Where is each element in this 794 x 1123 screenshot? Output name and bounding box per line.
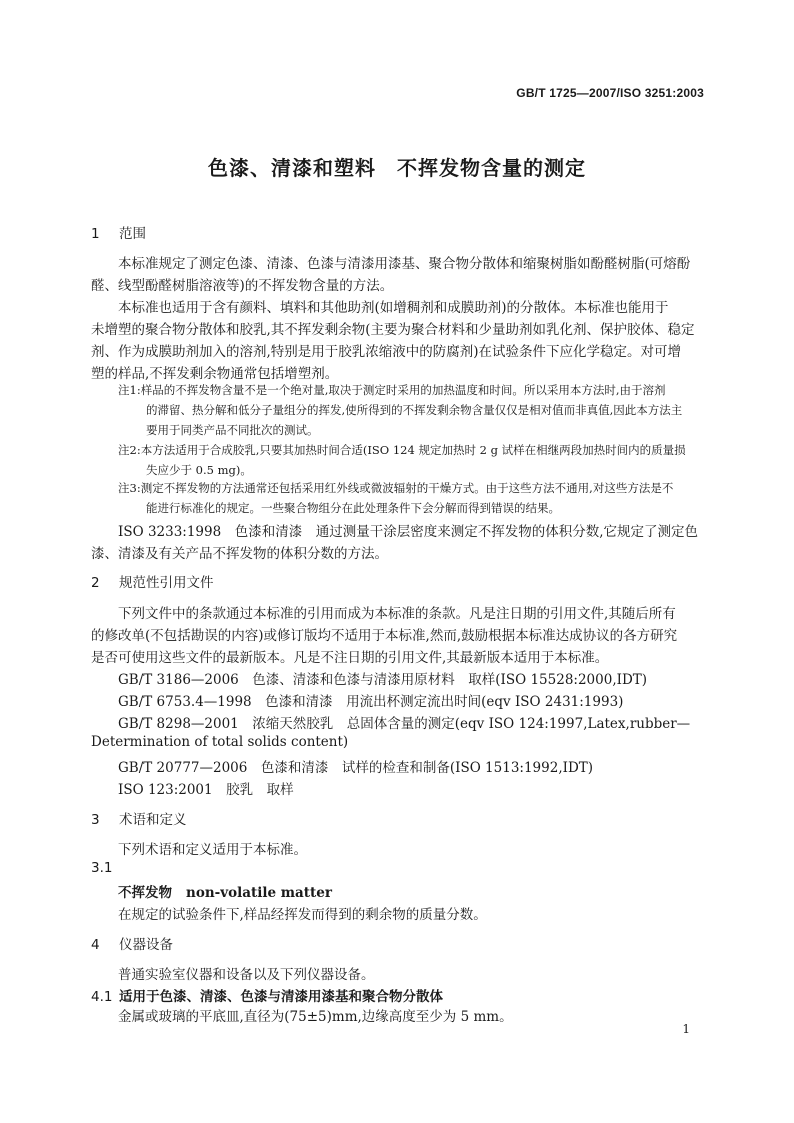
- page-number: 1: [682, 1022, 690, 1036]
- term-chinese: 不挥发物: [118, 885, 172, 901]
- section-2-heading: [91, 571, 214, 591]
- section-number: 4: [91, 937, 100, 953]
- subsection-number: 3.1: [91, 860, 113, 876]
- reference-item: GB/T 8298—2001 浓缩天然胶乳 总固体含量的测定(eqv ISO 124:1997,Latex,rubber—: [118, 716, 691, 732]
- note-line: 注1:样品的不挥发物含量不是一个绝对量,取决于测定时采用的加热温度和时间。所以采用本方法时,由于溶剂: [118, 383, 666, 397]
- section-4-heading: [91, 933, 173, 953]
- note-line: 的滞留、热分解和低分子量组分的挥发,使所得到的不挥发剩余物含量仅仅是相对值而非真值,因此本方法主: [146, 403, 683, 417]
- subsection-heading: [91, 985, 705, 1005]
- subsection-title: 适用于色漆、清漆、色漆与清漆用漆基和聚合物分散体: [119, 989, 443, 1005]
- term-entry: [118, 881, 332, 901]
- paragraph-line: ISO 3233:1998 色漆和清漆 通过测量干涂层密度来测定不挥发物的体积分数,它规定了测定色: [118, 524, 698, 540]
- reference-item-continued: Determination of total solids content): [91, 734, 349, 750]
- paragraph-line: 普通实验室仪器和设备以及下列仪器设备。: [118, 967, 375, 983]
- reference-item: ISO 123:2001 胶乳 取样: [118, 782, 294, 798]
- note-line: 能进行标准化的规定。一些聚合物组分在此处理条件下会分解而得到错误的结果。: [146, 501, 560, 515]
- term-english: non-volatile matter: [186, 885, 332, 901]
- page-title: 色漆、清漆和塑料 不挥发物含量的测定: [208, 156, 586, 180]
- paragraph-line: 未增塑的聚合物分散体和胶乳,其不挥发剩余物(主要为聚合材料和少量助剂如乳化剂、保护胶体、稳定: [91, 322, 695, 338]
- section-1-heading: [91, 222, 146, 242]
- section-title: 规范性引用文件: [119, 575, 214, 591]
- section-number: 3: [91, 812, 100, 828]
- paragraph-line: 剂、作为成膜助剂加入的溶剂,特别是用于胶乳浓缩液中的防腐剂)在试验条件下应化学稳定。对可增: [91, 344, 682, 360]
- paragraph-line: 是否可使用这些文件的最新版本。凡是不注日期的引用文件,其最新版本适用于本标准。: [91, 650, 609, 666]
- reference-item: GB/T 3186—2006 色漆、清漆和色漆与清漆用原材料 取样(ISO 15528:2000,IDT): [118, 672, 648, 688]
- paragraph-line: 下列术语和定义适用于本标准。: [118, 842, 307, 858]
- paragraph-line: 下列文件中的条款通过本标准的引用而成为本标准的条款。凡是注日期的引用文件,其随后所有: [118, 606, 676, 622]
- paragraph-line: 本标准也适用于含有颜料、填料和其他助剂(如增稠剂和成膜助剂)的分散体。本标准也能用于: [118, 300, 669, 316]
- reference-item: GB/T 6753.4—1998 色漆和清漆 用流出杯测定流出时间(eqv ISO 2431:1993): [118, 694, 624, 710]
- section-3-heading: [91, 808, 187, 828]
- paragraph-line: 漆、清漆及有关产品不挥发物的体积分数的方法。: [91, 546, 388, 562]
- document-code: GB/T 1725—2007/ISO 3251:2003: [516, 86, 704, 100]
- section-number: 2: [91, 575, 100, 591]
- section-title: 范围: [119, 226, 146, 242]
- paragraph-line: 塑的样品,不挥发剩余物通常包括增塑剂。: [91, 366, 339, 382]
- paragraph-line: 的修改单(不包括勘误的内容)或修订版均不适用于本标准,然而,鼓励根据本标准达成协议的各方研究: [91, 628, 678, 644]
- paragraph-line: 金属或玻璃的平底皿,直径为(75±5)mm,边缘高度至少为 5 mm。: [118, 1009, 513, 1025]
- term-definition: 在规定的试验条件下,样品经挥发而得到的剩余物的质量分数。: [118, 907, 487, 923]
- section-title: 术语和定义: [119, 812, 187, 828]
- subsection-number: 4.1: [91, 989, 113, 1005]
- note-line: 失应少于 0.5 mg)。: [146, 463, 252, 477]
- note-line: 注2:本方法适用于合成胶乳,只要其加热时间合适(ISO 124 规定加热时 2 g 试样在相继两段加热时间内的质量损: [118, 443, 686, 457]
- paragraph-line: 醛、线型酚醛树脂溶液等)的不挥发物含量的方法。: [91, 278, 394, 294]
- reference-item: GB/T 20777—2006 色漆和清漆 试样的检查和制备(ISO 1513:1992,IDT): [118, 760, 594, 776]
- section-number: 1: [91, 226, 100, 242]
- note-line: 要用于同类产品不同批次的测试。: [146, 423, 319, 437]
- paragraph-line: 本标准规定了测定色漆、清漆、色漆与清漆用漆基、聚合物分散体和缩聚树脂如酚醛树脂(可熔酚: [118, 256, 691, 272]
- note-line: 注3:测定不挥发物的方法通常还包括采用红外线或微波辐射的干燥方式。由于这些方法不通用,对这些方法是不: [118, 481, 674, 495]
- section-title: 仪器设备: [119, 937, 173, 953]
